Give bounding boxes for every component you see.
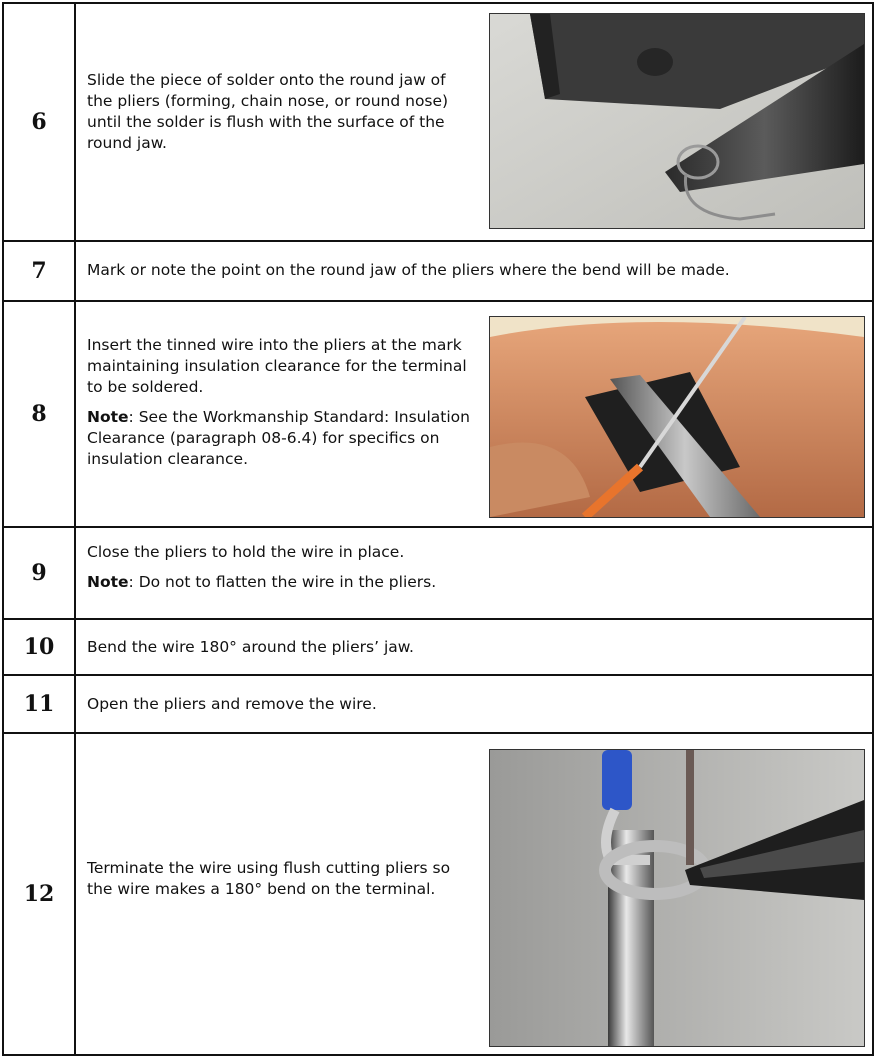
- step-text: [87, 694, 847, 715]
- step-instruction: Insert the tinned wire into the pliers at the mark maintaining insulation clearance for the terminal to be soldered.: [87, 336, 467, 396]
- step-row-7: [4, 242, 872, 302]
- step-photo-wire-in-pliers: [489, 316, 865, 518]
- step-number: 12: [4, 734, 76, 1054]
- step-text: [87, 335, 477, 470]
- step-photo-solder-on-pliers: [489, 13, 865, 229]
- step-note: [87, 407, 477, 470]
- note-label: Note: [87, 573, 129, 591]
- step-number: 11: [4, 676, 76, 732]
- step-instruction: Terminate the wire using flush cutting pliers so the wire makes a 180° bend on the terminal.: [87, 859, 451, 898]
- step-instruction: Close the pliers to hold the wire in place.: [87, 543, 405, 561]
- step-row-8: [4, 302, 872, 528]
- step-photo-terminated-wire: [489, 749, 865, 1047]
- step-text: [87, 70, 457, 154]
- step-instruction: Bend the wire 180° around the pliers’ jaw.: [87, 638, 414, 656]
- step-text: [87, 637, 847, 658]
- step-text: [87, 858, 457, 900]
- step-row-6: [4, 4, 872, 242]
- step-number: 7: [4, 242, 76, 300]
- procedure-table: [2, 2, 874, 1056]
- note-text: : Do not to flatten the wire in the pliers.: [128, 573, 437, 591]
- note-text: : See the Workmanship Standard: Insulation Clearance (paragraph 08-6.4) for specifics on insulation clearance.: [87, 408, 470, 468]
- step-instruction: Open the pliers and remove the wire.: [87, 695, 377, 713]
- step-instruction: Mark or note the point on the round jaw of the pliers where the bend will be made.: [87, 261, 730, 279]
- step-number: 6: [4, 4, 76, 240]
- step-row-10: [4, 620, 872, 676]
- step-number: 8: [4, 302, 76, 526]
- step-number: 10: [4, 620, 76, 674]
- step-row-9: [4, 528, 872, 620]
- step-number: 9: [4, 528, 76, 618]
- step-row-11: [4, 676, 872, 734]
- step-text: [87, 260, 867, 281]
- note-label: Note: [87, 408, 129, 426]
- step-instruction: Slide the piece of solder onto the round jaw of the pliers (forming, chain nose, or round nose) until the solder is flush with the surface of the round jaw.: [87, 71, 449, 152]
- step-note: [87, 572, 847, 593]
- step-text: [87, 542, 847, 593]
- step-row-12: [4, 734, 872, 1054]
